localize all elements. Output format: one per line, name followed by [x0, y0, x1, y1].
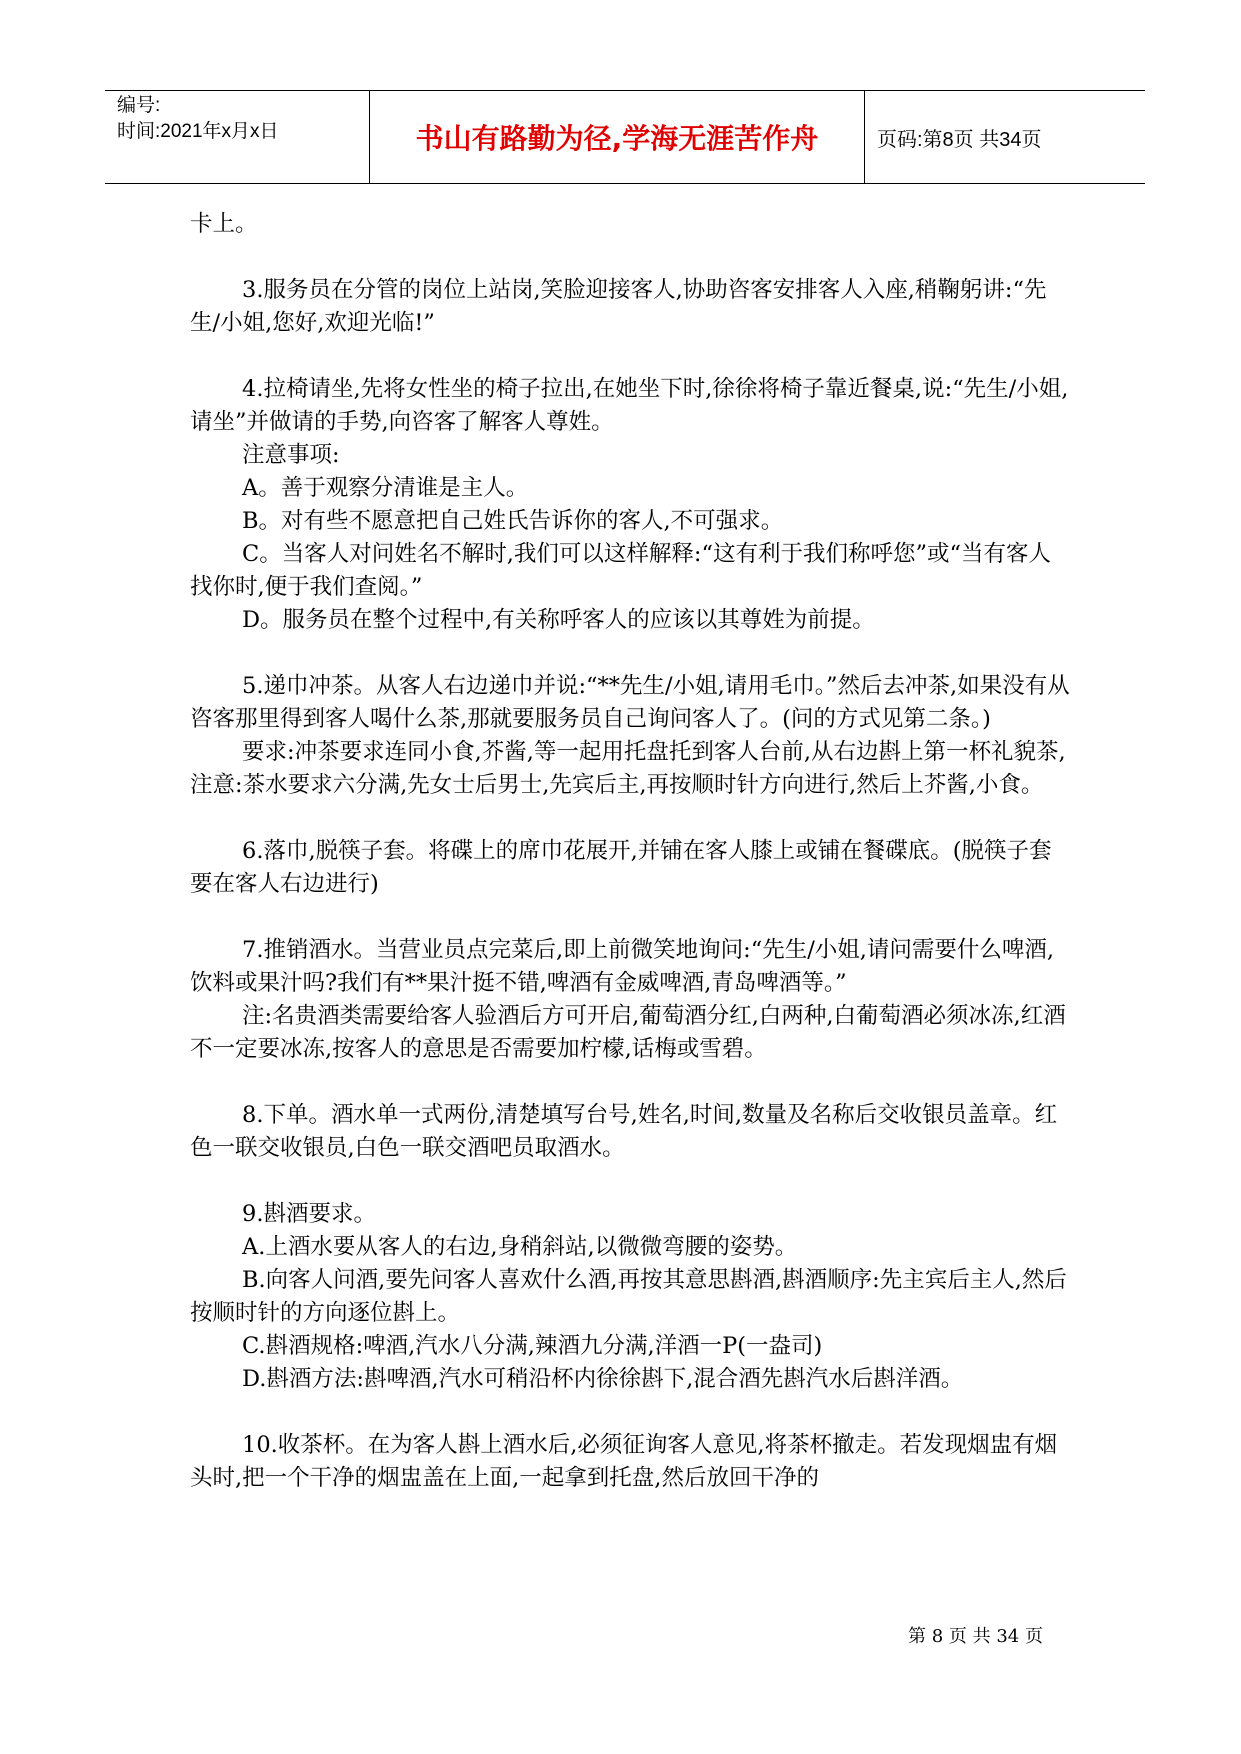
page-footer: 第 8 页 共 34 页	[908, 1626, 1043, 1647]
page-header	[105, 90, 1145, 184]
paragraph: 4.拉椅请坐,先将女性坐的椅子拉出,在她坐下时,徐徐将椅子靠近餐桌,说:“先生/小姐,请坐”并做请的手势,向咨客了解客人尊姓。	[190, 376, 1069, 435]
document-body	[190, 208, 1070, 1495]
paragraph: 5.递巾冲茶。从客人右边递巾并说:“**先生/小姐,请用毛巾。”然后去冲茶,如果没有从咨客那里得到客人喝什么茶,那就要服务员自己询问客人了。(问的方式见第二条。)	[190, 673, 1070, 732]
header-time-label: 时间:2021年x月x日	[117, 121, 279, 142]
list-item: B。对有些不愿意把自己姓氏告诉你的客人,不可强求。	[242, 508, 784, 534]
paragraph: 卡上。	[190, 211, 258, 237]
paragraph: 要求:冲茶要求连同小食,芥酱,等一起用托盘托到客人台前,从右边斟上第一杯礼貌茶,注意:茶水要求六分满,先女士后男士,先宾后主,再按顺时针方向进行,然后上芥酱,小食。	[190, 739, 1066, 798]
list-item: D.斟酒方法:斟啤酒,汽水可稍沿杯内徐徐斟下,混合酒先斟汽水后斟洋酒。	[242, 1366, 964, 1392]
paragraph: 9.斟酒要求。	[242, 1201, 376, 1227]
paragraph: 注:名贵酒类需要给客人验酒后方可开启,葡萄酒分红,白两种,白葡萄酒必须冰冻,红酒不一定要冰冻,按客人的意思是否需要加柠檬,话梅或雪碧。	[190, 1003, 1066, 1062]
list-item: A.上酒水要从客人的右边,身稍斜站,以微微弯腰的姿势。	[242, 1234, 798, 1260]
header-meta	[117, 93, 367, 145]
header-divider	[864, 91, 865, 183]
list-item: D。服务员在整个过程中,有关称呼客人的应该以其尊姓为前提。	[242, 607, 875, 633]
paragraph: 6.落巾,脱筷子套。将碟上的席巾花展开,并铺在客人膝上或铺在餐碟底。(脱筷子套要在客人右边进行)	[190, 838, 1052, 897]
list-item: A。善于观察分清谁是主人。	[242, 475, 529, 501]
header-page-label: 页码:第8页 共34页	[877, 128, 1042, 151]
paragraph: 10.收茶杯。在为客人斟上酒水后,必须征询客人意见,将茶杯撤走。若发现烟盅有烟头时,把一个干净的烟盅盖在上面,一起拿到托盘,然后放回干净的	[190, 1432, 1058, 1491]
list-item: B.向客人问酒,要先问客人喜欢什么酒,再按其意思斟酒,斟酒顺序:先主宾后主人,然后按顺时针的方向逐位斟上。	[190, 1267, 1067, 1326]
header-motto: 书山有路勤为径,学海无涯苦作舟	[415, 122, 819, 155]
list-item: C。当客人对问姓名不解时,我们可以这样解释:“这有利于我们称呼您”或“当有客人找你时,便于我们查阅。”	[190, 541, 1051, 600]
list-item: C.斟酒规格:啤酒,汽水八分满,辣酒九分满,洋酒一P(一盎司)	[242, 1333, 823, 1359]
paragraph: 7.推销酒水。当营业员点完菜后,即上前微笑地询问:“先生/小姐,请问需要什么啤酒,饮料或果汁吗?我们有**果汁挺不错,啤酒有金威啤酒,青岛啤酒等。”	[190, 937, 1055, 996]
paragraph: 8.下单。酒水单一式两份,清楚填写台号,姓名,时间,数量及名称后交收银员盖章。红色一联交收银员,白色一联交酒吧员取酒水。	[190, 1102, 1058, 1161]
paragraph: 3.服务员在分管的岗位上站岗,笑脸迎接客人,协助咨客安排客人入座,稍鞠躬讲:“先生/小姐,您好,欢迎光临!”	[190, 277, 1047, 336]
note-heading: 注意事项:	[242, 442, 340, 468]
header-number-label: 编号:	[117, 95, 161, 116]
